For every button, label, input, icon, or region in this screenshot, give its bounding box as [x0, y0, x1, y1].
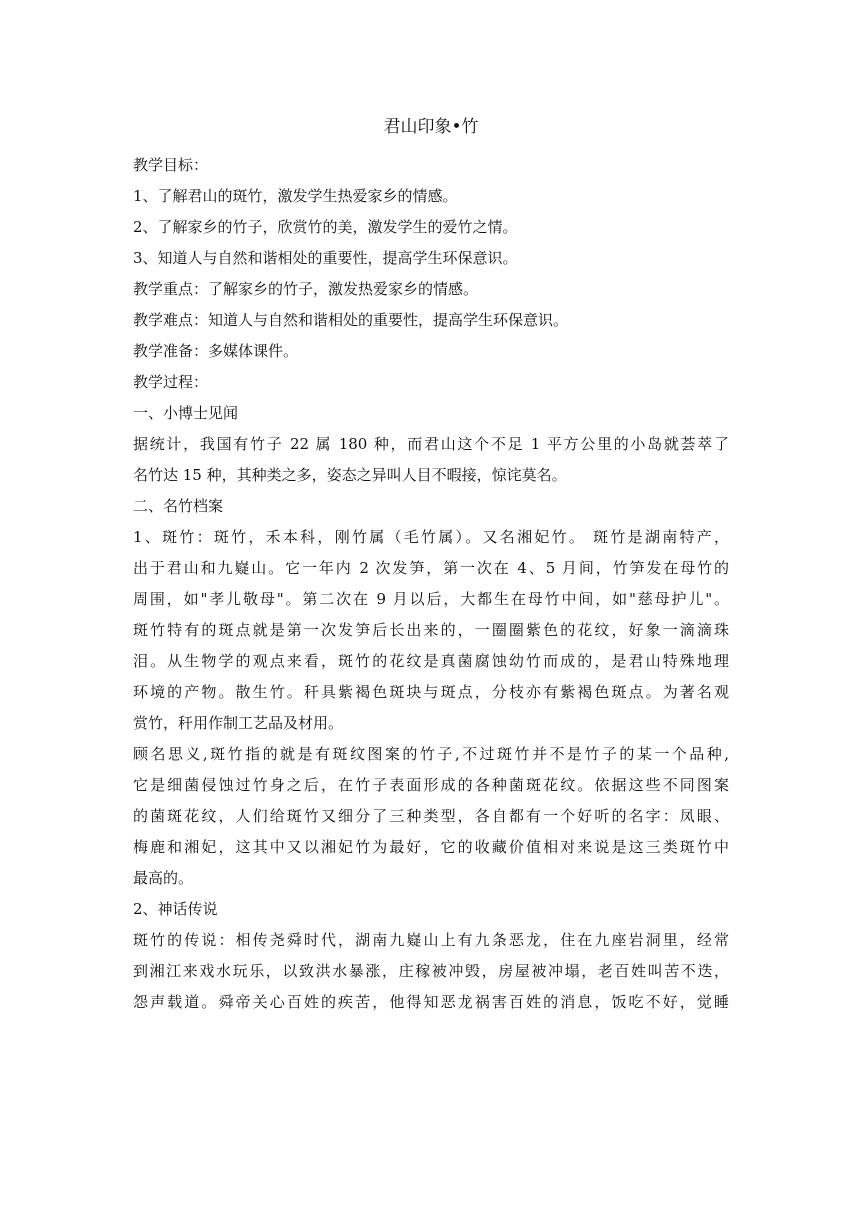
- paragraph-line: 的菌斑花纹，人们给斑竹又细分了三种类型，各自都有一个好听的名字：凤眼、: [133, 807, 729, 825]
- paragraph-line: 据统计，我国有竹子 22 属 180 种，而君山这个不足 1 平方公里的小岛就荟萃了: [133, 435, 729, 453]
- document-page: [133, 110, 729, 1018]
- paragraph-line: 泪。从生物学的观点来看，斑竹的花纹是真菌腐蚀幼竹而成的，是君山特殊地理: [133, 652, 729, 670]
- paragraph-line: 出于君山和九嶷山。它一年内 2 次发笋，第一次在 4、5 月间，竹笋发在母竹的: [133, 559, 729, 577]
- paragraph-line: 斑竹的传说：相传尧舜时代，湖南九嶷山上有九条恶龙，住在九座岩洞里，经常: [133, 931, 729, 949]
- section-heading-process: 教学过程：: [133, 373, 209, 391]
- teaching-preparation: 教学准备：多媒体课件。: [133, 342, 299, 360]
- paragraph-line: 梅鹿和湘妃，这其中又以湘妃竹为最好，它的收藏价值相对来说是这三类斑竹中: [133, 838, 729, 856]
- teaching-difficulty: 教学难点：知道人与自然和谐相处的重要性，提高学生环保意识。: [133, 311, 569, 329]
- section-heading-objectives: 教学目标：: [133, 156, 209, 174]
- teaching-focus: 教学重点：了解家乡的竹子，激发热爱家乡的情感。: [133, 280, 479, 298]
- objective-item-3: 3、知道人与自然和谐相处的重要性，提高学生环保意识。: [133, 249, 518, 267]
- paragraph-line: 最高的。: [133, 869, 194, 887]
- paragraph-line: 环境的产物。散生竹。秆具紫褐色斑块与斑点，分枝亦有紫褐色斑点。为著名观: [133, 683, 729, 701]
- paragraph-line: 赏竹，秆用作制工艺品及材用。: [133, 714, 344, 732]
- subsection-heading-myth: 2、神话传说: [133, 900, 218, 918]
- objective-item-2: 2、了解家乡的竹子，欣赏竹的美，激发学生的爱竹之情。: [133, 218, 518, 236]
- paragraph-line: 顾名思义,斑竹指的就是有斑纹图案的竹子,不过斑竹并不是竹子的某一个品种,: [133, 745, 729, 763]
- objective-item-1: 1、了解君山的斑竹，激发学生热爱家乡的情感。: [133, 187, 458, 205]
- subsection-heading-1: 一、小博士见闻: [133, 404, 239, 422]
- paragraph-line: 周围，如"孝儿敬母"。第二次在 9 月以后，大都生在母竹中间，如"慈母护儿"。: [133, 590, 729, 608]
- paragraph-line: 怨声载道。舜帝关心百姓的疾苦，他得知恶龙祸害百姓的消息，饭吃不好，觉睡: [133, 993, 729, 1011]
- paragraph-line: 名竹达 15 种，其种类之多，姿态之异叫人目不暇接，惊诧莫名。: [133, 466, 567, 484]
- paragraph-line: 到湘江来戏水玩乐，以致洪水暴涨，庄稼被冲毁，房屋被冲塌，老百姓叫苦不迭，: [133, 962, 729, 980]
- page-title: 君山印象•竹: [383, 117, 479, 137]
- subsection-heading-2: 二、名竹档案: [133, 497, 224, 515]
- paragraph-line: 它是细菌侵蚀过竹身之后，在竹子表面形成的各种菌斑花纹。依据这些不同图案: [133, 776, 729, 794]
- paragraph-line: 1、斑竹：斑竹，禾本科，刚竹属（毛竹属）。又名湘妃竹。 斑竹是湖南特产，: [133, 528, 729, 546]
- paragraph-line: 斑竹特有的斑点就是第一次发笋后长出来的，一圈圈紫色的花纹，好象一滴滴珠: [133, 621, 729, 639]
